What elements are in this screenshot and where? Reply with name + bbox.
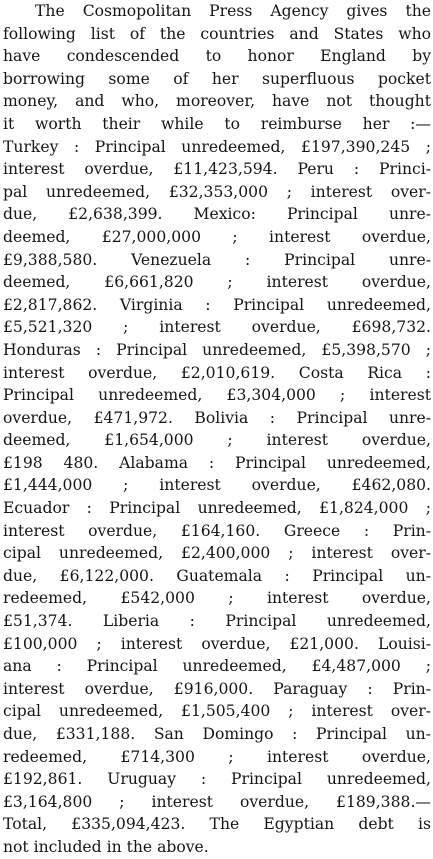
article-column xyxy=(3,0,431,859)
text-line: money, and who, moreover, have not thought xyxy=(3,92,431,111)
text-line: have condescended to honor England by xyxy=(3,47,431,66)
text-line: cipal unredeemed, £2,400,000 ; interest over- xyxy=(3,544,431,563)
text-line: interest overdue, £916,000. Paraguay : Prin- xyxy=(3,679,431,698)
text-line: Honduras : Principal unredeemed, £5,398,570 ; xyxy=(3,340,431,359)
text-line: redeemed, £714,300 ; interest overdue, xyxy=(3,747,431,766)
text-line: pal unredeemed, £32,353,000 ; interest over- xyxy=(3,182,431,201)
text-line: deemed, £6,661,820 ; interest overdue, xyxy=(3,273,431,292)
text-line: cipal unredeemed, £1,505,400 ; interest over- xyxy=(3,702,431,721)
text-line: interest overdue, £11,423,594. Peru : Princi- xyxy=(3,160,431,179)
text-line: £198 480. Alabama : Principal unredeemed, xyxy=(3,453,431,472)
text-line: interest overdue, £2,010,619. Costa Rica : xyxy=(3,363,431,382)
text-line: £100,000 ; interest overdue, £21,000. Louisi- xyxy=(3,634,431,653)
text-line: borrowing some of her superfluous pocket xyxy=(3,69,431,88)
text-line: £5,521,320 ; interest overdue, £698,732. xyxy=(3,318,431,337)
text-line: deemed, £27,000,000 ; interest overdue, xyxy=(3,227,431,246)
text-line: redeemed, £542,000 ; interest overdue, xyxy=(3,589,431,608)
text-line: £51,374. Liberia : Principal unredeemed, xyxy=(3,612,431,631)
text-line: Total, £335,094,423. The Egyptian debt is xyxy=(3,815,431,834)
text-line: Turkey : Principal unredeemed, £197,390,245 ; xyxy=(3,137,431,156)
text-line: £192,861. Uruguay : Principal unredeemed, xyxy=(3,770,431,789)
text-line: due, £331,188. San Domingo : Principal un- xyxy=(3,725,431,743)
text-line: £9,388,580. Venezuela : Principal unre- xyxy=(3,250,431,269)
text-line: deemed, £1,654,000 ; interest overdue, xyxy=(3,431,431,450)
text-line: due, £2,638,399. Mexico: Principal unre- xyxy=(3,205,431,224)
text-line: overdue, £471,972. Bolivia : Principal unre- xyxy=(3,408,431,427)
text-line: Principal unredeemed, £3,304,000 ; interest xyxy=(3,386,431,405)
text-line: The Cosmopolitan Press Agency gives the xyxy=(35,2,431,20)
text-line: it worth their while to reimburse her :— xyxy=(3,114,431,133)
text-line: Ecuador : Principal unredeemed, £1,824,000 ; xyxy=(3,499,431,518)
text-line: not included in the above. xyxy=(3,837,209,856)
text-line: following list of the countries and States who xyxy=(3,24,431,43)
text-line: interest overdue, £164,160. Greece : Prin- xyxy=(3,521,431,540)
text-line: £2,817,862. Virginia : Principal unredeemed, xyxy=(3,295,431,314)
text-line: ana : Principal unredeemed, £4,487,000 ; xyxy=(3,657,431,676)
text-line: £1,444,000 ; interest overdue, £462,080. xyxy=(3,476,431,495)
text-line: due, £6,122,000. Guatemala : Principal un- xyxy=(3,566,431,585)
text-line: £3,164,800 ; interest overdue, £189,388.— xyxy=(3,792,431,811)
